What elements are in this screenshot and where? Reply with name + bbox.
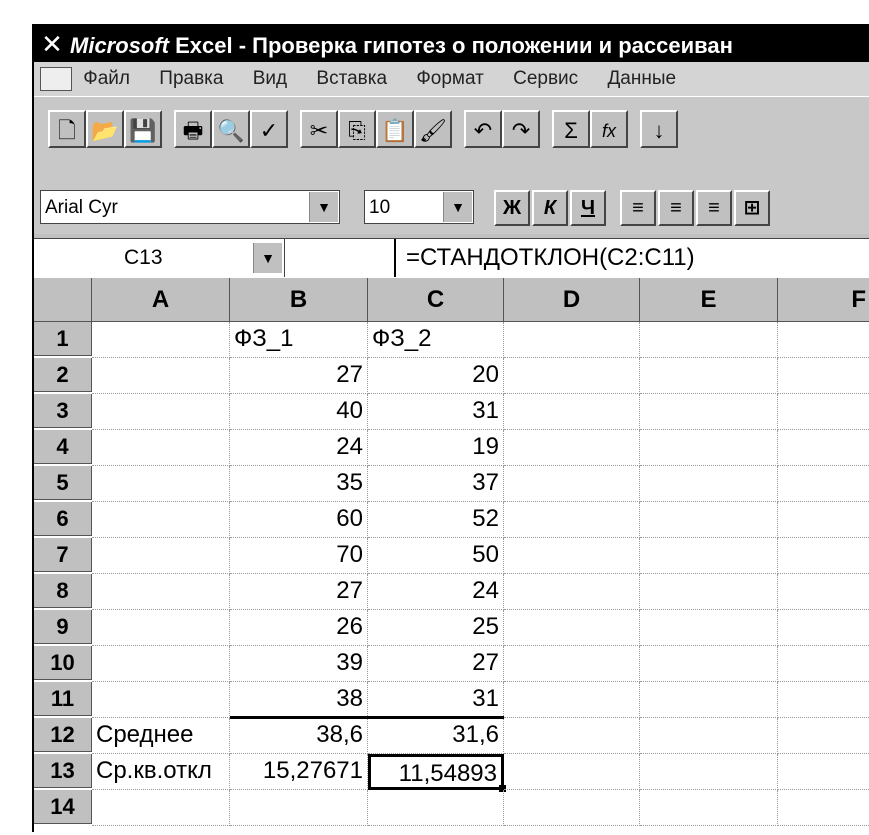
merge-center-button[interactable] [734,190,770,226]
row-header-2[interactable]: 2 [34,358,92,392]
cell-c14[interactable] [368,790,504,826]
cell-b5[interactable]: 35 [230,466,368,502]
column-header-e[interactable]: E [640,278,778,322]
cell-a3[interactable] [92,394,230,430]
name-box[interactable] [34,239,285,277]
document-icon[interactable] [40,67,72,91]
cell-c2[interactable]: 20 [368,358,504,394]
excel-logo-icon: ✕ [41,29,63,59]
redo-icon: ↷ [511,118,531,143]
cell-b12[interactable]: 38,6 [230,718,368,754]
new-button[interactable] [48,110,86,148]
title-bar [34,26,869,62]
cell-a13[interactable]: Ср.кв.откл [92,754,230,790]
cell-a4[interactable] [92,430,230,466]
standard-toolbar [34,96,869,185]
cell-f8[interactable] [778,574,869,610]
menu-edit[interactable]: Правка [159,68,224,89]
format-painter-button[interactable] [414,110,452,148]
chevron-down-icon[interactable]: ▼ [253,243,282,273]
cell-d11[interactable] [504,682,640,718]
cell-d9[interactable] [504,610,640,646]
cell-f3[interactable] [778,394,869,430]
cell-e1[interactable] [640,322,778,358]
function-icon: fx [601,121,616,141]
menu-format[interactable]: Формат [416,68,484,89]
cell-a9[interactable] [92,610,230,646]
cell-d1[interactable] [504,322,640,358]
cell-e3[interactable] [640,394,778,430]
cell-c12[interactable]: 31,6 [368,718,504,754]
cell-d12[interactable] [504,718,640,754]
chevron-down-icon[interactable]: ▼ [443,192,472,222]
cell-e9[interactable] [640,610,778,646]
save-button[interactable] [124,110,162,148]
row-header-10[interactable]: 10 [34,646,92,680]
copy-button[interactable] [338,110,376,148]
row-header-3[interactable]: 3 [34,394,92,428]
row-header-1[interactable]: 1 [34,322,92,356]
save-icon: 💾 [129,118,157,143]
cell-c8[interactable]: 24 [368,574,504,610]
menu-view[interactable]: Вид [252,68,288,89]
cell-c3[interactable]: 31 [368,394,504,430]
cell-d4[interactable] [504,430,640,466]
print-icon: 🖶 [182,118,204,143]
row-header-13[interactable]: 13 [34,754,92,788]
select-all-corner[interactable] [34,278,92,322]
cell-f11[interactable] [778,682,869,718]
cell-e7[interactable] [640,538,778,574]
menu-tools[interactable]: Сервис [513,68,579,89]
print-preview-icon: 🔍 [217,118,245,143]
underline-button[interactable] [570,190,606,226]
font-name: Arial Cyr [45,197,118,218]
title-text: Excel - Проверка гипотез о положении и рассеиван [169,33,733,58]
align-left-button[interactable] [620,190,656,226]
cell-b11[interactable]: 38 [230,682,368,718]
cell-f10[interactable] [778,646,869,682]
column-header-a[interactable]: A [92,278,230,322]
cell-a11[interactable] [92,682,230,718]
cell-c6[interactable]: 52 [368,502,504,538]
cell-f7[interactable] [778,538,869,574]
cell-f6[interactable] [778,502,869,538]
spelling-button[interactable] [250,110,288,148]
cell-a7[interactable] [92,538,230,574]
new-icon: 🗋 [58,118,76,143]
cell-f12[interactable] [778,718,869,754]
row-header-8[interactable]: 8 [34,574,92,608]
menu-file[interactable]: Файл [83,68,130,89]
cut-icon: ✂ [309,118,329,143]
cell-f2[interactable] [778,358,869,394]
menu-data[interactable]: Данные [607,68,677,89]
cell-c1[interactable]: ФЗ_2 [368,322,504,358]
cell-b4[interactable]: 24 [230,430,368,466]
align-left-icon: ≡ [632,197,644,219]
cell-c5[interactable]: 37 [368,466,504,502]
cell-f4[interactable] [778,430,869,466]
cell-e6[interactable] [640,502,778,538]
total-border-line [230,716,504,719]
formula-bar [34,238,869,280]
autosum-button[interactable] [552,110,590,148]
cell-e4[interactable] [640,430,778,466]
row-header-12[interactable]: 12 [34,718,92,752]
cell-a8[interactable] [92,574,230,610]
cell-d3[interactable] [504,394,640,430]
cell-c4[interactable]: 19 [368,430,504,466]
underline-label: Ч [580,197,596,219]
open-icon: 📂 [91,118,119,143]
cell-b2[interactable]: 27 [230,358,368,394]
cell-d14[interactable] [504,790,640,826]
formula-input[interactable]: =СТАНДОТКЛОН(C2:C11) [406,244,695,271]
cell-reference: C13 [124,246,163,269]
bold-label: Ж [502,197,522,219]
italic-button[interactable] [532,190,568,226]
cell-c11[interactable]: 31 [368,682,504,718]
column-header-c[interactable]: C [368,278,504,322]
cell-a10[interactable] [92,646,230,682]
autosum-icon: Σ [564,118,578,143]
align-center-icon: ≡ [670,197,682,219]
cell-a12[interactable]: Среднее [92,718,230,754]
cell-e14[interactable] [640,790,778,826]
italic-label: К [543,197,557,219]
cell-e10[interactable] [640,646,778,682]
cell-a5[interactable] [92,466,230,502]
row-header-6[interactable]: 6 [34,502,92,536]
cell-d5[interactable] [504,466,640,502]
cell-e5[interactable] [640,466,778,502]
cell-a14[interactable] [92,790,230,826]
cell-d10[interactable] [504,646,640,682]
cell-f14[interactable] [778,790,869,826]
cell-b13[interactable]: 15,27671 [230,754,368,790]
cell-d6[interactable] [504,502,640,538]
align-right-icon: ≡ [708,197,720,219]
cell-d8[interactable] [504,574,640,610]
row-header-7[interactable]: 7 [34,538,92,572]
row-header-14[interactable]: 14 [34,790,92,824]
cell-a1[interactable] [92,322,230,358]
cell-c13[interactable]: 11,54893 [368,754,504,790]
cell-b10[interactable]: 39 [230,646,368,682]
cell-c10[interactable]: 27 [368,646,504,682]
format-painter-icon: 🖌 [419,118,447,143]
cell-d7[interactable] [504,538,640,574]
cell-f13[interactable] [778,754,869,790]
cell-b3[interactable]: 40 [230,394,368,430]
excel-window [32,24,869,832]
align-right-button[interactable] [696,190,732,226]
font-select[interactable] [40,190,340,224]
merge-center-icon: ⊞ [743,197,761,219]
paste-button[interactable] [376,110,414,148]
cell-f1[interactable] [778,322,869,358]
function-button[interactable] [590,110,628,148]
cell-f5[interactable] [778,466,869,502]
cell-b1[interactable]: ФЗ_1 [230,322,368,358]
formatting-toolbar [34,184,869,234]
print-button[interactable] [174,110,212,148]
cell-b8[interactable]: 27 [230,574,368,610]
font-size-value: 10 [369,197,391,218]
cell-e11[interactable] [640,682,778,718]
sort-button[interactable] [640,110,678,148]
cell-f9[interactable] [778,610,869,646]
cell-d13[interactable] [504,754,640,790]
align-center-button[interactable] [658,190,694,226]
sort-icon: ↓ [653,118,665,143]
row-header-5[interactable]: 5 [34,466,92,500]
cell-a6[interactable] [92,502,230,538]
menu-insert[interactable]: Вставка [316,68,388,89]
cell-e12[interactable] [640,718,778,754]
cell-a2[interactable] [92,358,230,394]
cell-c7[interactable]: 50 [368,538,504,574]
column-header-d[interactable]: D [504,278,640,322]
cell-b14[interactable] [230,790,368,826]
chevron-down-icon[interactable]: ▼ [309,192,338,222]
row-header-11[interactable]: 11 [34,682,92,716]
undo-button[interactable] [464,110,502,148]
cell-c9[interactable]: 25 [368,610,504,646]
undo-icon: ↶ [473,118,493,143]
redo-button[interactable] [502,110,540,148]
cell-e2[interactable] [640,358,778,394]
row-header-4[interactable]: 4 [34,430,92,464]
cell-b6[interactable]: 60 [230,502,368,538]
cell-d2[interactable] [504,358,640,394]
menu-bar [34,62,869,96]
column-header-f[interactable]: F [778,278,869,322]
open-button[interactable] [86,110,124,148]
paste-icon: 📋 [381,118,409,143]
worksheet-grid [34,278,869,832]
column-header-b[interactable]: B [230,278,368,322]
cut-button[interactable] [300,110,338,148]
copy-icon: ⎘ [348,118,366,143]
cell-e13[interactable] [640,754,778,790]
font-size-select[interactable] [364,190,474,224]
spelling-icon: ✓ [259,118,279,143]
row-header-9[interactable]: 9 [34,610,92,644]
cell-b7[interactable]: 70 [230,538,368,574]
cell-e8[interactable] [640,574,778,610]
print-preview-button[interactable] [212,110,250,148]
title-brand: Microsoft [70,33,169,58]
bold-button[interactable] [494,190,530,226]
cell-b9[interactable]: 26 [230,610,368,646]
formula-separator [394,239,396,277]
